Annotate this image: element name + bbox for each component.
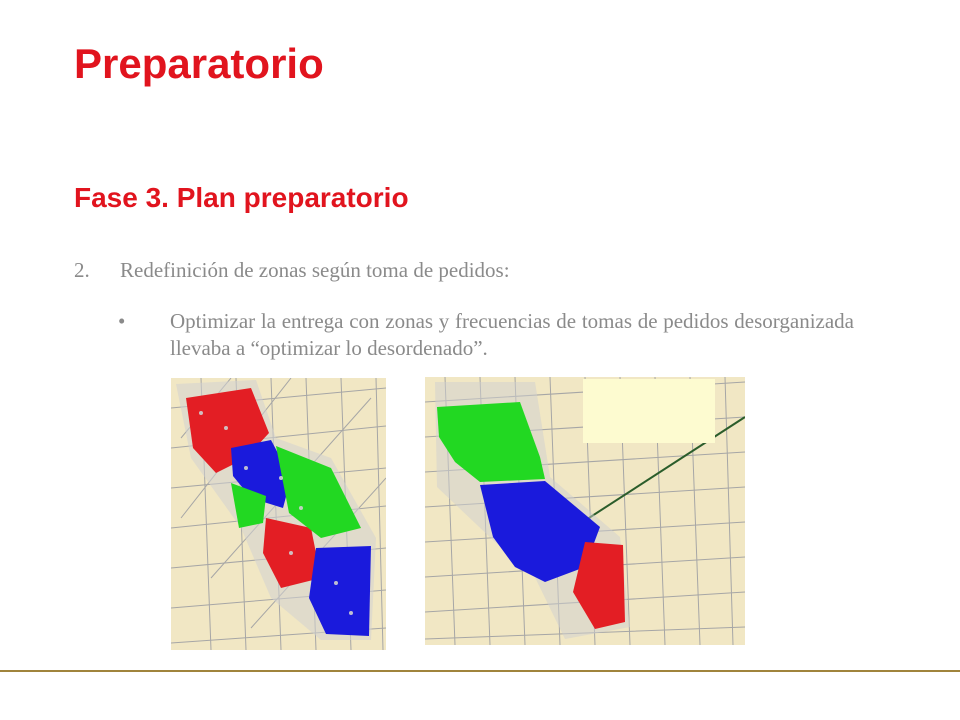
map-after-note-box bbox=[583, 379, 715, 443]
map-after-svg bbox=[425, 377, 745, 645]
item-number: 2. bbox=[74, 258, 90, 282]
numbered-item bbox=[74, 258, 510, 283]
item-text: Redefinición de zonas según toma de pedidos: bbox=[120, 258, 510, 282]
slide-subtitle: Fase 3. Plan preparatorio bbox=[74, 182, 409, 213]
bullet-symbol: • bbox=[118, 309, 126, 333]
map-before-svg bbox=[171, 378, 386, 650]
footer-divider bbox=[0, 670, 960, 672]
slide-title: Preparatorio bbox=[74, 40, 324, 87]
map-before-image bbox=[171, 378, 386, 650]
map-after-image bbox=[425, 377, 745, 645]
bullet-text: Optimizar la entrega con zonas y frecuencias de tomas de pedidos desorganizada llevaba a “optimizar lo desordenado”. bbox=[170, 309, 854, 360]
